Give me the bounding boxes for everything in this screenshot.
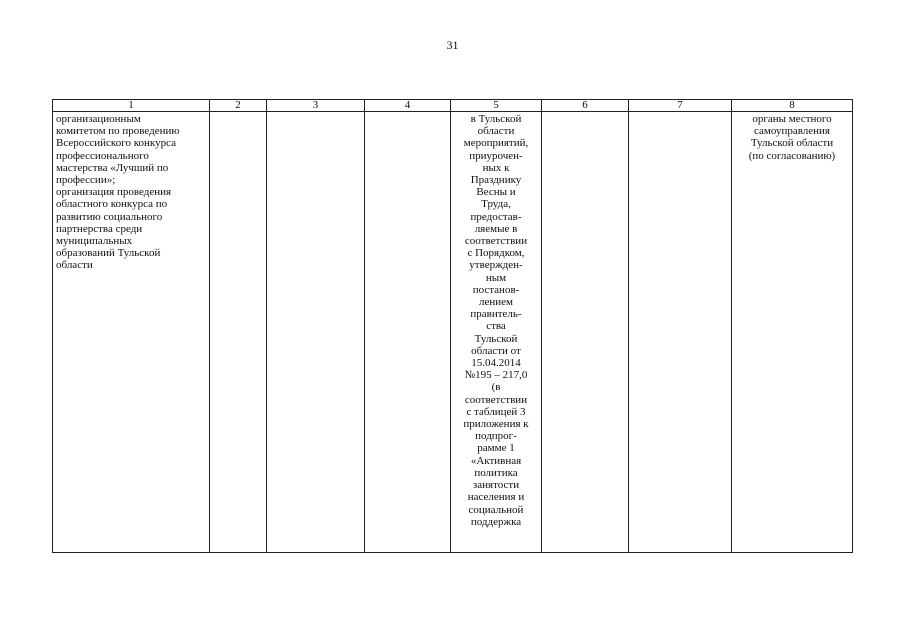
cell-col3 xyxy=(267,112,365,553)
column-header-1: 1 xyxy=(53,100,210,112)
column-header-4: 4 xyxy=(365,100,451,112)
plan-table xyxy=(52,99,853,553)
cell-col5 xyxy=(451,112,542,553)
column-header-7: 7 xyxy=(629,100,732,112)
column-header-2: 2 xyxy=(210,100,267,112)
page-number: 31 xyxy=(446,38,459,52)
column-header-3: 3 xyxy=(267,100,365,112)
cell-col7 xyxy=(629,112,732,553)
cell-col8 xyxy=(732,112,853,553)
column-header-6: 6 xyxy=(542,100,629,112)
cell-col6 xyxy=(542,112,629,553)
cell-col4 xyxy=(365,112,451,553)
cell-col8-text: органы местного самоуправления Тульской области (по согласованию) xyxy=(748,113,836,162)
cell-col1 xyxy=(53,112,210,553)
cell-col1-text: организационным комитетом по проведению Всероссийского конкурса профессионального мастерства «Лучший по профессии»; организация проведения областного конкурса по развитию социального партнерства среди муниципальных образований Тульской области xyxy=(56,113,180,272)
cell-col5-text: в Тульской области мероприятий, приурочен- ных к Празднику Весны и Труда, предостав- ляемые в соответствии с Порядком, утвержден- ным постанов- лением правитель- ства Тульской области от 15.04.2014 №195 – 217,0 (в соответствии с таблицей 3 приложения к подпрог- рамме 1 «Активная политика занятости населения и социальной поддержка xyxy=(463,113,529,528)
table-row xyxy=(53,112,853,553)
table-header-row xyxy=(53,100,853,112)
cell-col2 xyxy=(210,112,267,553)
column-header-5: 5 xyxy=(451,100,542,112)
column-header-8: 8 xyxy=(732,100,853,112)
